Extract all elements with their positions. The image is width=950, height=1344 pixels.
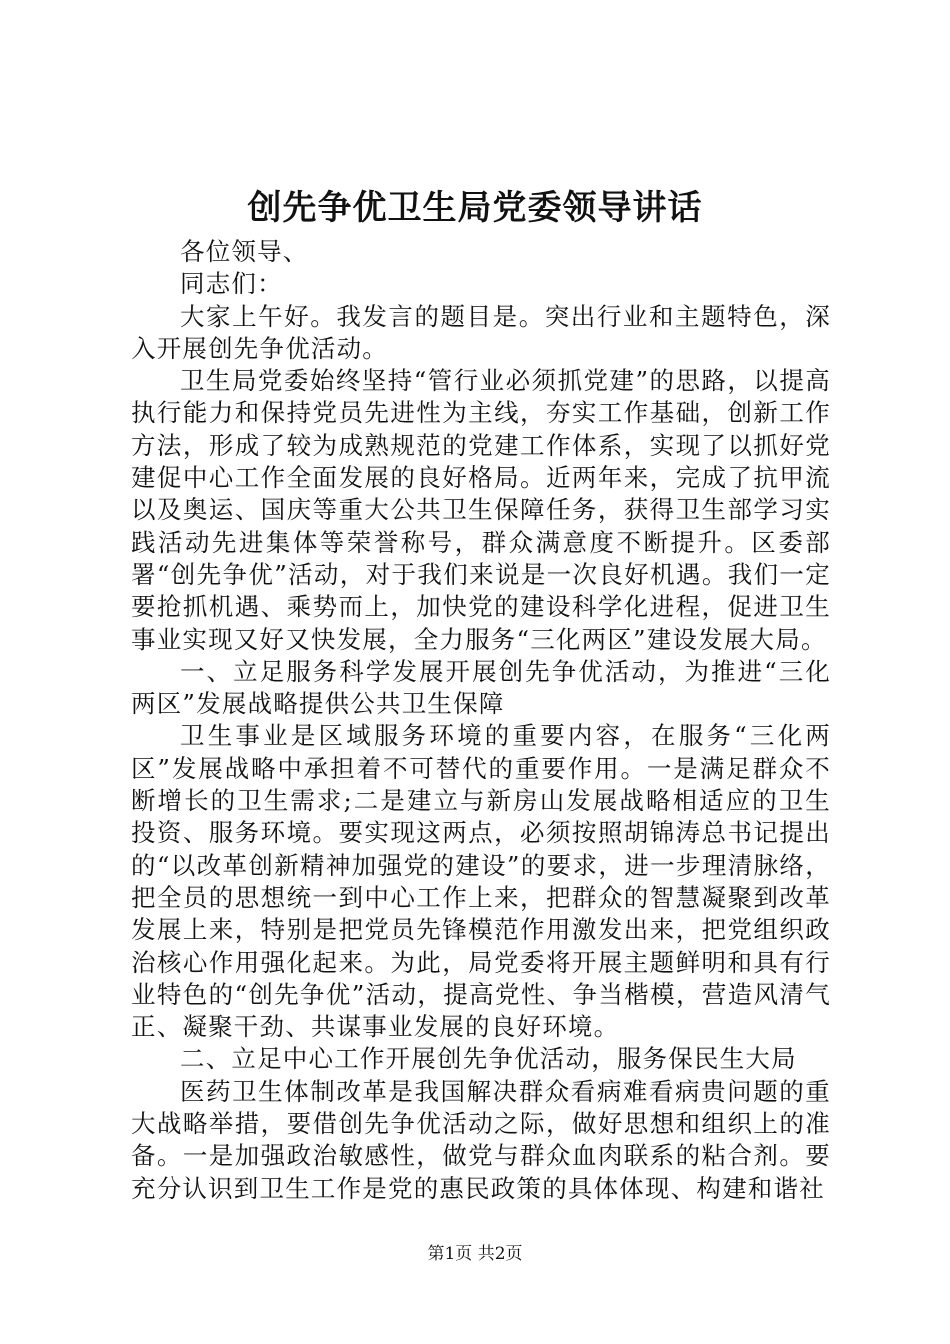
salutation-comrades: 同志们： [180, 269, 283, 299]
paragraph-section-two: 医药卫生体制改革是我国解决群众看病难看病贵问题的重大战略举措，要借创先争优活动之际，做好思想和组织上的准备。一是加强政治敏感性，做党与群众血肉联系的粘合剂。要充分认识到卫生工作是党的惠民政策的具体体现、构建和谐社 [131, 1076, 831, 1203]
document-body [131, 236, 831, 1205]
salutation-leaders: 各位领导、 [180, 237, 309, 266]
paragraph-overview: 卫生局党委始终坚持“管行业必须抓党建”的思路，以提高执行能力和保持党员先进性为主线，夯实工作基础，创新工作方法，形成了较为成熟规范的党建工作体系，实现了以抓好党建促中心工作全面发展的良好格局。近两年来，完成了抗甲流以及奥运、国庆等重大公共卫生保障任务，获得卫生部学习实践活动先进集体等荣誉称号，群众满意度不断提升。区委部署“创先争优”活动，对于我们来说是一次良好机遇。我们一定要抢抓机遇、乘势而上，加快党的建设科学化进程，促进卫生事业实现又好又快发展，全力服务“三化两区”建设发展大局。 [131, 366, 831, 654]
section-heading-two: 二、立足中心工作开展创先争优活动，服务保民生大局 [180, 1044, 797, 1074]
document-title: 创先争优卫生局党委领导讲话 [247, 188, 703, 228]
paragraph-intro: 大家上午好。我发言的题目是。突出行业和主题特色，深入开展创先争优活动。 [131, 301, 831, 363]
page-footer: 第1页 共2页 [427, 1244, 523, 1264]
paragraph-section-one: 卫生事业是区域服务环境的重要内容，在服务“三化两区”发展战略中承担着不可替代的重要作用。一是满足群众不断增长的卫生需求;二是建立与新房山发展战略相适应的卫生投资、服务环境。要实现这两点，必须按照胡锦涛总书记提出的“以改革创新精神加强党的建设”的要求，进一步理清脉络，把全员的思想统一到中心工作上来，把群众的智慧凝聚到改革发展上来，特别是把党员先锋模范作用激发出来，把党组织政治核心作用强化起来。为此，局党委将开展主题鲜明和具有行业特色的“创先争优”活动，提高党性、争当楷模，营造风清气正、凝聚干劲、共谋事业发展的良好环境。 [131, 721, 831, 1042]
section-heading-one: 一、立足服务科学发展开展创先争优活动，为推进“三化两区”发展战略提供公共卫生保障 [131, 656, 831, 719]
